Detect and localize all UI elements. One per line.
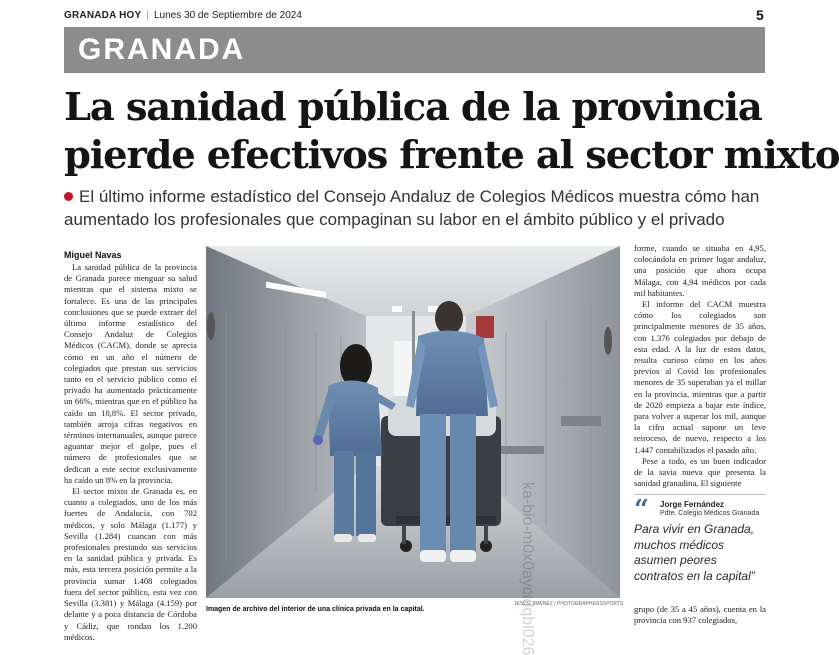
photo-credit: JESÚS JIMÉNEZ / PHOTOGRAPHERSSPORTS [514,601,624,607]
paragraph: El informe del CACM muestra cómo los colegiados son principalmente menores de 35 años, con 1.376 colegiados por debajo de esta edad. A la luz de estos datos, resulta curioso cómo en los años previos al Covid los profesionales menores de 35 superaban ya el millar en la provincia, mientras que a partir de 2020 empieza a bajar este índice, para volver a superar los mil, aunque la cifra actual supone un leve reiroceso, de nuevo, respecto a los 1.447 contabilizados el pasado año. [634,299,766,455]
headline [64,84,839,180]
byline: Miguel Navas [64,250,122,260]
body-column-1 [64,262,197,642]
watermark: ka-bio-m0x0aycidqbl026 [519,482,536,655]
paragraph: forme, cuando se situaba en 4,95, colocándola en primer lugar andaluz, una posición que ahora ocupa Málaga, con 4,94 médicos por cada mil habitantes. [634,243,766,298]
hospital-corridor-illustration [206,246,620,598]
header-separator: | [146,10,149,21]
article-photo [206,246,620,598]
quote-author-role: Pdte. Colegio Médicos Granada [660,510,760,517]
photo-caption: Imagen de archivo del interior de una clínica privada en la capital. [206,606,425,613]
subheadline [64,185,769,231]
issue-date: Lunes 30 de Septiembre de 2024 [154,10,302,21]
section-bar [64,27,765,73]
body-column-3-continuation: grupo (de 35 a 45 años), cuenta en la provincia con 937 colegiados, [634,604,766,626]
bullet-icon [64,192,73,201]
paragraph: La sanidad pública de la provincia de Granada parece menguar su salud mientras que el sistema mixto se fortalece. Es una de las principales conclusiones que se puede extraer del último informe estadístico del Consejo Andaluz de Colegios Médicos (CACM), donde se aprecia cómo en un año el número de colegiados que prestan sus servicios tanto en el servicio público como el privado ha aumentado prácticamente un 66%, mientras que en el público ha caído un 10,8%. El sector privado, también arroja cifras negativos en términos internanuales, aunque parece aguantar mejor el golpe, pues el número de profesionales que se dedican a este sector exclusivamente ha caído un 8% en la provincia. [64,262,197,485]
page-number: 5 [756,7,764,23]
quote-author: Jorge Fernández [660,500,725,509]
section-title: GRANADA [78,33,246,66]
paragraph: Pese a todo, es un buen indicador de la savia nueva que presenta la sanidad granadina. El siguiente [634,455,766,489]
running-header [64,10,302,21]
body-column-3 [634,243,766,488]
pull-quote [634,494,766,584]
quote-mark-icon: “ [634,495,649,525]
subheadline-text: El último informe estadístico del Consejo Andaluz de Colegios Médicos muestra cómo han aumentado los profesionales que compaginan su labor en el ámbito público y el privado [64,187,760,229]
headline-line-2: pierde efectivos frente al sector mixto [64,133,839,178]
paragraph: El sector mixto de Granada es, en cuanto a colegiados, uno de los más fuertes de Andalucía, con 702 médicos, y solo Málaga (1.177) y Sevilla (1.284) cuancan con más profesionales prestando sus servicios en la sanidad pública y privada. Es más, esta tercera posición permite a la provincia sumar 1.408 colegiados fuera del sector público, esta vez con Sevilla (3.381) y Málaga (4.159) por delante y a poca distancia de Córdoba y Cádiz, que rondan los 1.200 médicos. [64,486,197,642]
headline-line-1: La sanidad pública de la provincia [64,85,762,130]
newspaper-name: GRANADA HOY [64,10,142,21]
quote-text: Para vivir en Granada, muchos médicos asumen peores contratos en la capital” [634,522,755,583]
